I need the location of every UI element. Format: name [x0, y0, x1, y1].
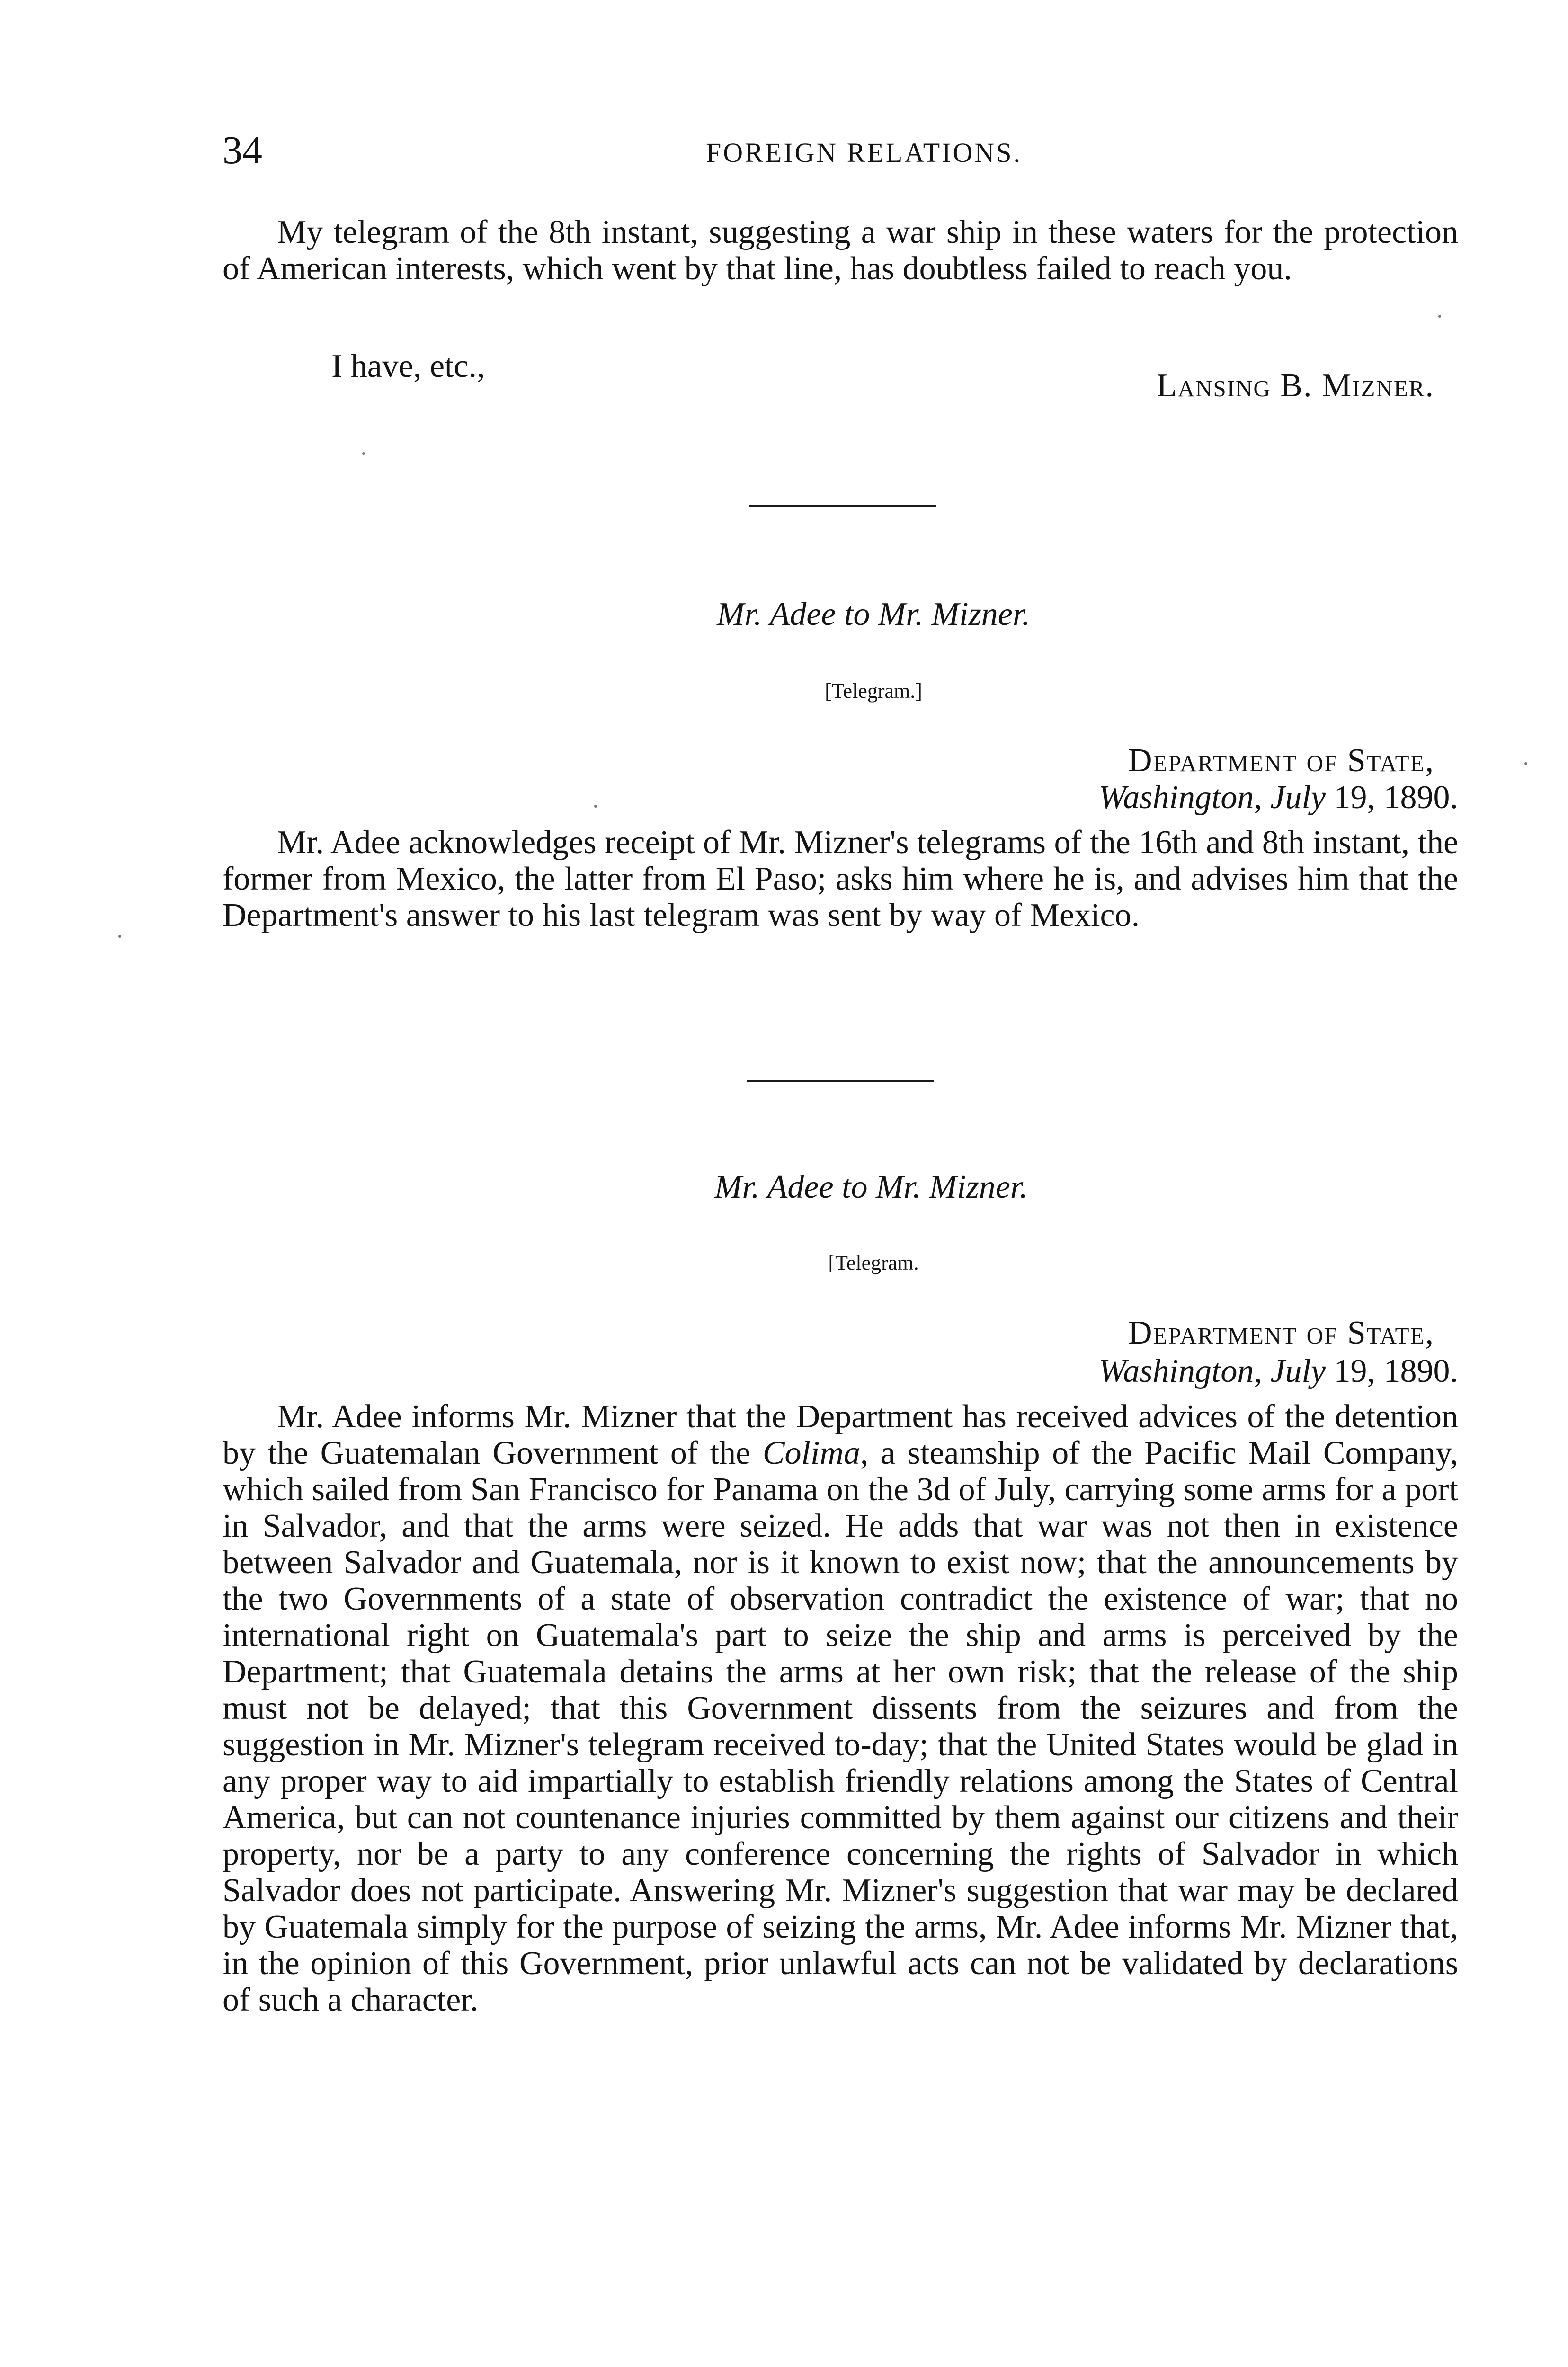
section2-text-part1: Mr. Adee informs Mr. Mizner that the Department has received advices of the detention by the Guatemalan Government of the: [223, 1398, 1458, 1471]
section-divider-rule: [749, 505, 936, 507]
section1-department: Department of State,: [1128, 742, 1434, 779]
section2-dateline: Washington, July 19, 1890.: [1098, 1353, 1458, 1389]
letter-end-text: My telegram of the 8th instant, suggesting a war ship in these waters for the protection of American interests, which went by that line, has doubtless failed to reach you.: [223, 214, 1458, 287]
section2-text: [223, 1398, 1458, 2018]
section2-department: Department of State,: [1128, 1315, 1434, 1351]
section-divider-rule: [747, 1080, 934, 1082]
letter-closing: I have, etc.,: [331, 348, 485, 384]
section2-place: Washington: [1098, 1353, 1254, 1389]
page-number: 34: [223, 128, 262, 172]
section2-heading: Mr. Adee to Mr. Mizner.: [714, 1169, 1028, 1205]
section1-heading: Mr. Adee to Mr. Mizner.: [717, 596, 1030, 632]
section2-text-part2: , a steamship of the Pacific Mail Company, which sailed from San Francisco for Panama on the 3d of July, carrying some arms for a port in Salvador, and that the arms were seized. He adds that war was not then in existence between Salvador and Guatemala, nor is it known to exist now; that the announcements by the two Governments of a state of observation contradict the existence of war; that no international right on Guatemala's part to seize the ship and arms is perceived by the Department; that Guatemala detains the arms at her own risk; that the release of the ship must not be delayed; that this Government dissents from the seizures and from the suggestion in Mr. Mizner's telegram received to-day; that the United States would be glad in any proper way to aid impartially to establish friendly relations among the States of Central America, but can not countenance injuries committed by them against our citizens and their property, nor be a party to any conference concerning the rights of Salvador in which Salvador does not participate. Answering Mr. Mizner's suggestion that war may be declared by Guatemala simply for the purpose of seizing the arms, Mr. Adee informs Mr. Mizner that, in the opinion of this Government, prior unlawful acts can not be validated by declarations of such a character.: [223, 1435, 1459, 2018]
section1-date: 19, 1890.: [1334, 779, 1458, 816]
scan-speck: [362, 452, 365, 455]
letter-end-paragraph: [223, 214, 1458, 287]
section2-paragraph: [223, 1398, 1458, 2018]
section1-place: Washington: [1098, 779, 1254, 816]
ship-name: Colima: [762, 1435, 860, 1471]
section1-dateline: Washington, July 19, 1890.: [1098, 779, 1458, 816]
scan-speck: [1438, 315, 1441, 318]
scan-speck: [118, 935, 121, 938]
section2-date: 19, 1890.: [1334, 1353, 1458, 1389]
section1-telegram-note: [Telegram.]: [825, 679, 922, 703]
scan-speck: [1524, 762, 1527, 765]
running-title: FOREIGN RELATIONS.: [705, 137, 1023, 168]
section2-telegram-note: [Telegram.: [828, 1251, 919, 1274]
scan-speck: [594, 805, 597, 808]
letter-signature: Lansing B. Mizner.: [1156, 367, 1434, 404]
section2-month: July: [1270, 1353, 1326, 1389]
section1-paragraph: [223, 824, 1458, 934]
section1-month: July: [1270, 779, 1326, 816]
page-header: [223, 127, 1458, 179]
section1-text: Mr. Adee acknowledges receipt of Mr. Mizner's telegrams of the 16th and 8th instant, the former from Mexico, the latter from El Paso; asks him where he is, and advises him that the Department's answer to his last telegram was sent by way of Mexico.: [223, 824, 1459, 934]
